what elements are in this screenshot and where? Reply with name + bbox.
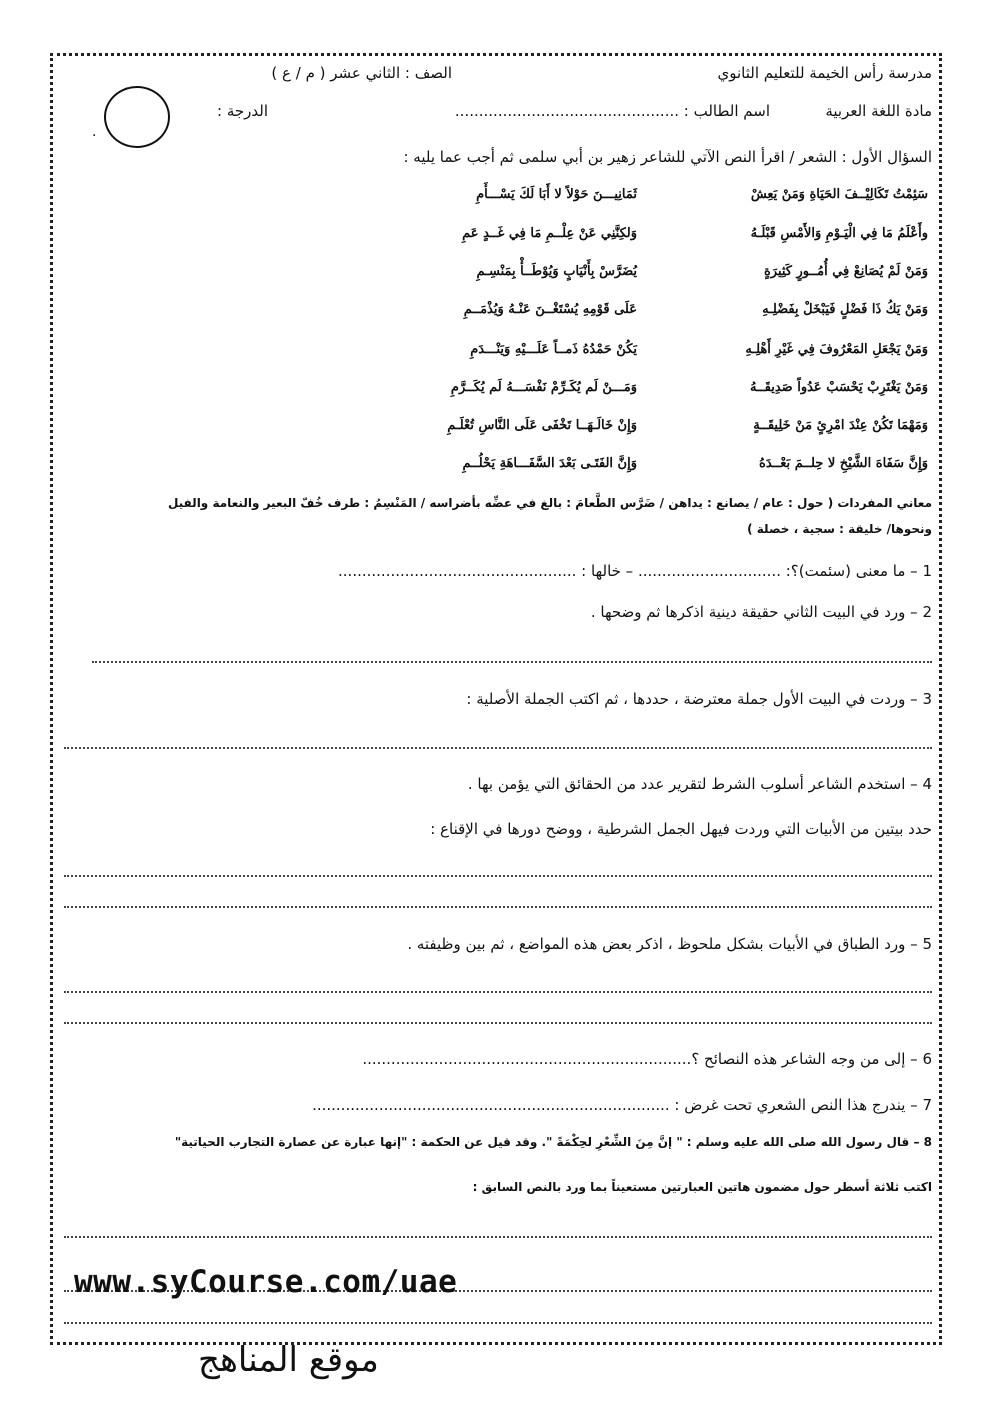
poem-verse-6-first: وَمَنْ يَغْتَرِبْ يَحْسَبْ عَدُواً صَدِيقَــهُ [750,380,928,395]
poem-verse-1-first: سَئِمْتُ تَكَالِيْــفَ الحَيَاةِ وَمَنْ يَعِشْ [750,187,928,202]
poem-verse-7-first: وَمَهْمَا تَكُنْ عِنْدَ امْرِئٍ مَنْ خَلِيقَــةٍ [753,418,928,433]
poem-verse-4-first: وَمَنْ يَكُ ذَا فَضْلٍ فَيَبْخَلْ بِفَضْلِـهِ [762,302,928,317]
poem-verse-6-second: وَمَـــنْ لَم يُكَـرِّمْ نَفْسَـــهُ لَم يُكَــرَّمِ [450,380,637,395]
question-4: 4 – استخدم الشاعر أسلوب الشرط لتقرير عدد من الحقائق التي يؤمن بها . [467,775,932,793]
student-name-field: اسم الطالب : ............................................... [454,102,770,120]
poem-verse-3-second: يُضَرَّسْ بِأَنْيَابٍ وَيُوْطَــأْ بِمَنْسِـمِ [476,264,637,279]
vocab-line-2: ونحوها/ خليقة : سجية ، خصلة ) [747,522,932,536]
question-7: 7 – يندرج هذا النص الشعري تحت غرض : ........................................................................... [312,1096,932,1114]
dot-mark: . [92,124,97,140]
question-2: 2 – ورد في البيت الثاني حقيقة دينية اذكرها ثم وضحها . [590,603,932,621]
footer-watermark: موقع المناهج [198,1340,379,1380]
question-8-instruction: اكتب ثلاثة أسطر حول مضمون هاتين العبارتين مستعيناً بما ورد بالنص السابق : [472,1180,932,1194]
question1-title: السؤال الأول : الشعر / اقرأ النص الآتي للشاعر زهير بن أبي سلمى ثم أجب عما يليه : [403,148,932,166]
answer-line[interactable] [64,991,932,993]
question-4-instruction: حدد بيتين من الأبيات التي وردت فيهل الجمل الشرطية ، ووضح دورها في الإقناع : [430,820,932,838]
question-1: 1 – ما معنى (سئمت)؟: .............................. – خالها : .................................................. [338,562,932,580]
grade-label: الصف : الثاني عشر ( م / ع ) [271,64,452,82]
website-watermark: www.syCourse.com/uae [74,1264,458,1300]
answer-line[interactable] [64,1022,932,1024]
answer-line[interactable] [64,1322,932,1324]
answer-line[interactable] [92,661,932,663]
question-3: 3 – وردت في البيت الأول جملة معترضة ، حددها ، ثم اكتب الجملة الأصلية : [466,690,932,708]
poem-verse-5-second: يَكُنْ حَمْدُهُ ذَمــاً عَلَـــيْهِ وَيَنْـــدَمِ [470,342,637,357]
vocab-line-1: معاني المفردات ( حول : عام / يصانع : يداهن / ضَرَّس الطَّعامَ : بالغ في عضِّه بأضراسه / المَنْسِمُ : طرف خُفّ البعير والنعامة والفيل [167,496,932,510]
score-label: الدرجة : [217,102,268,120]
poem-verse-7-second: وَإِنْ خَالَـهَــا تَخْفَى عَلَى النَّاسِ تُعْلَـمِ [447,418,637,433]
poem-verse-3-first: وَمَنْ لَمْ يُصَانِعْ فِي أُمُــورٍ كَثِيرَةٍ [763,264,928,279]
question-6: 6 – إلى من وجه الشاعر هذه النصائح ؟..................................................................... [362,1050,932,1068]
answer-line[interactable] [64,747,932,749]
poem-verse-5-first: وَمَنْ يَجْعَلِ المَعْرُوفَ فِي غَيْرِ أَهْلِـهِ [745,342,928,357]
poem-verse-1-second: ثَمَانِيـــنَ حَوْلاً لا أَبَا لَكَ يَسْـــأَمِ [476,187,637,202]
poem-verse-2-first: وأَعْلَمُ مَا فِي الْيَـوْمِ وَالأَمْسِ قَبْلَـهُ [750,226,928,241]
question-5: 5 – ورد الطباق في الأبيات بشكل ملحوظ ، اذكر بعض هذه المواضع ، ثم بين وظيفته . [407,935,932,953]
answer-line[interactable] [64,875,932,877]
answer-line[interactable] [64,1236,932,1238]
poem-verse-8-second: وَإِنَّ الفَتَـى بَعْدَ السَّفَـــاهَةِ يَحْلُــمِ [462,456,637,471]
poem-verse-2-second: وَلكِنَّنِي عَنْ عِلْــمِ مَا فِي غَــدٍ عَمِ [462,226,637,241]
poem-verse-8-first: وَإِنَّ سَفَاهَ الشَّيْخِ لا حِلــمَ بَعْــدَهُ [759,456,928,471]
school-name: مدرسة رأس الخيمة للتعليم الثانوي [717,64,932,82]
score-circle [104,86,170,148]
poem-verse-4-second: عَلَى قَوْمِهِ يُسْتَغْــنَ عَنْـهُ وَيُذْمَــمِ [463,302,637,317]
question-8: 8 – قال رسول الله صلى الله عليه وسلم : " إنَّ مِنَ الشِّعْرِ لحِكْمَةً ". وقد قيل عن الحكمة : "إنها عبارة عن عصارة التجارب الحياتية" [174,1135,932,1149]
subject-label: مادة اللغة العربية [825,102,932,120]
answer-line[interactable] [64,906,932,908]
